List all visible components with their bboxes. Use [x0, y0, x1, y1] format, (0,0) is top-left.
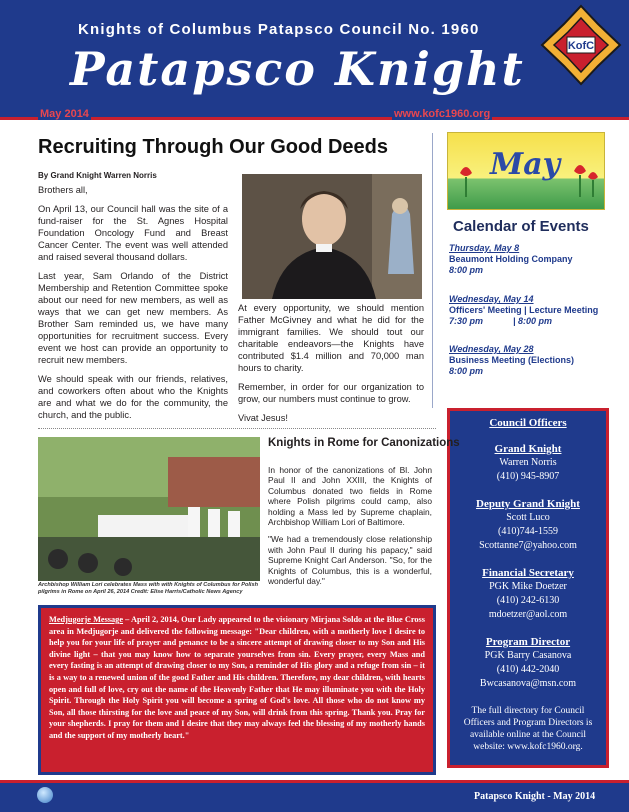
event-date: Wednesday, May 28	[449, 344, 534, 354]
event-time: | 8:00 pm	[513, 316, 553, 326]
main-article-column-2	[238, 302, 424, 431]
officer-entry	[450, 635, 606, 691]
officer-role: Financial Secretary	[482, 567, 574, 579]
officer-name: PGK Mike Doetzer	[489, 581, 567, 592]
footer-text: Patapsco Knight - May 2014	[474, 791, 596, 802]
event-date: Thursday, May 8	[449, 243, 520, 253]
paragraph: At every opportunity, we should mention Father McGivney and what he did for the immigrant families. We should tout our charitable endeavors—the Knights have contributed $1.4 million and 70,000 man hours to charity.	[238, 303, 424, 373]
officer-phone: (410) 945-8907	[496, 471, 560, 482]
website-link[interactable]: www.kofc1960.org	[394, 108, 491, 120]
officer-email[interactable]: Bwcasanova@msn.com	[479, 678, 577, 689]
council-officers-box	[447, 408, 609, 768]
officer-entry	[450, 497, 606, 553]
rome-article-body	[268, 465, 432, 593]
father-mcgivney-portrait-image	[242, 174, 422, 299]
kofc-emblem-icon	[540, 4, 622, 86]
officer-email[interactable]: Scottanne7@yahoo.com	[479, 540, 577, 551]
globe-icon	[37, 787, 53, 803]
calendar-event	[449, 294, 619, 327]
mass-in-rome-photo	[38, 437, 260, 581]
paragraph: Last year, Sam Orlando of the District Membership and Retention Committee spoke about our need for new members, as well as ways that we can get new members. As Brother Sam reminded us, we have many opportunities for recruitment success. Every event we host can provide an opportunity to recruit new members.	[38, 271, 228, 365]
officer-name: PGK Barry Casanova	[484, 650, 572, 661]
paragraph: Remember, in order for our organization to grow, our numbers must continue to grow.	[238, 382, 424, 404]
paragraph: On April 13, our Council hall was the site of a fund-raiser for the St. Agnes Hospital Foundation Oncology Fund and Breast Cancer Center. The event was well attended and raised several thousand dollars.	[38, 204, 228, 262]
emblem-text: KofC	[567, 40, 595, 52]
officer-entry	[450, 442, 606, 484]
medjugorje-message-box	[38, 605, 436, 775]
event-name: Beaumont Holding Company	[449, 254, 573, 264]
newsletter-title: Patapsco Knight	[70, 42, 525, 96]
officer-phone: (410) 242-6130	[496, 595, 560, 606]
officer-role: Grand Knight	[494, 443, 562, 455]
event-name: Officers' Meeting | Lecture Meeting	[449, 305, 599, 315]
calendar-event	[449, 243, 619, 276]
masthead	[0, 0, 629, 128]
officer-phone: (410) 442-2040	[496, 664, 560, 675]
main-article-column-1	[38, 184, 228, 428]
month-word: May	[490, 147, 561, 182]
medjugorje-text: – April 2, 2014, Our Lady appeared to the visionary Mirjana Soldo at the Blue Cross area in Medjugorje and delivered the following message: "Dear children, with a motherly love I desire to help you for your life of prayer and penance to be a sincere attempt of drawing closer to my Son and His divine light – that you may know how to separate yourselves from sin. Every prayer, every Mass and every fasting is an attempt of drawing closer to my Son, a reminder of His glory and a refuge from sin – it is a way to a renewed union of the good Father and His children. Therefore, my dear children, with hearts open and full of love, cry out the name of the Heavenly Father that He may illuminate you with the Holy Spirit. Through the Holy Spirit you will become a spring of God's love. All those who do not know my Son, all those thirsting for the love and peace of my Son, will drink from this spring. Thank you. Pray for your shepherds. I pray for them and I desire that they may always feel the blessing of my motherly hands and the support of my motherly heart."	[49, 615, 425, 740]
issue-date: May 2014	[40, 108, 89, 120]
paragraph: In honor of the canonizations of Bl. John Paul II and John XXIII, the Knights of Columbus donated two fields in Rome where Polish pilgrims could camp, also holding a Mass led by Supreme chaplain, Archbishop William Lori of Baltimore.	[268, 465, 432, 528]
main-article-byline: By Grand Knight Warren Norris	[38, 171, 157, 180]
officers-title: Council Officers	[489, 417, 567, 429]
calendar-title: Calendar of Events	[453, 218, 589, 235]
event-time: 7:30 pm	[449, 316, 484, 326]
medjugorje-lead: Medjugorje Message	[49, 615, 124, 624]
column-divider	[432, 133, 433, 408]
paragraph: "We had a tremendously close relationship with John Paul II during his papacy," said Supreme Knight Carl Anderson. "So, for the Knights of Columbus, this is a wonderful, wonderful day."	[268, 534, 432, 587]
paragraph: We should speak with our friends, relatives, and coworkers often about who the Knights are and what we do for the community, the church, and the public.	[38, 374, 228, 420]
event-time: 8:00 pm	[449, 265, 484, 275]
officer-role: Deputy Grand Knight	[476, 498, 580, 510]
section-divider	[38, 428, 436, 429]
officers-directory-note: The full directory for Council Officers and Program Directors is available online at the Council website: www.kofc1960.org.	[463, 706, 593, 752]
calendar-event	[449, 344, 619, 377]
officer-phone: (410)744-1559	[498, 526, 558, 537]
masthead-subtitle: Knights of Columbus Patapsco Council No. 1960	[78, 21, 480, 38]
rome-article-headline: Knights in Rome for Canonizations	[268, 437, 460, 449]
event-date: Wednesday, May 14	[449, 294, 534, 304]
officer-entry	[450, 566, 606, 622]
officer-name: Warren Norris	[499, 457, 557, 468]
paragraph: Brothers all,	[38, 185, 88, 195]
officer-name: Scott Luco	[506, 512, 550, 523]
event-name: Business Meeting (Elections)	[449, 355, 575, 365]
photo-caption: Archbishop William Lori celebrates Mass with with Knights of Columbus for Polish pilgrims in Rome on April 26, 2014 Credit: Elise Harris/Catholic News Agency	[38, 582, 258, 595]
officer-email[interactable]: mdoetzer@aol.com	[488, 609, 568, 620]
paragraph: Vivat Jesus!	[238, 413, 288, 423]
officer-role: Program Director	[485, 636, 571, 648]
event-time: 8:00 pm	[449, 366, 484, 376]
main-article-headline: Recruiting Through Our Good Deeds	[38, 136, 388, 158]
